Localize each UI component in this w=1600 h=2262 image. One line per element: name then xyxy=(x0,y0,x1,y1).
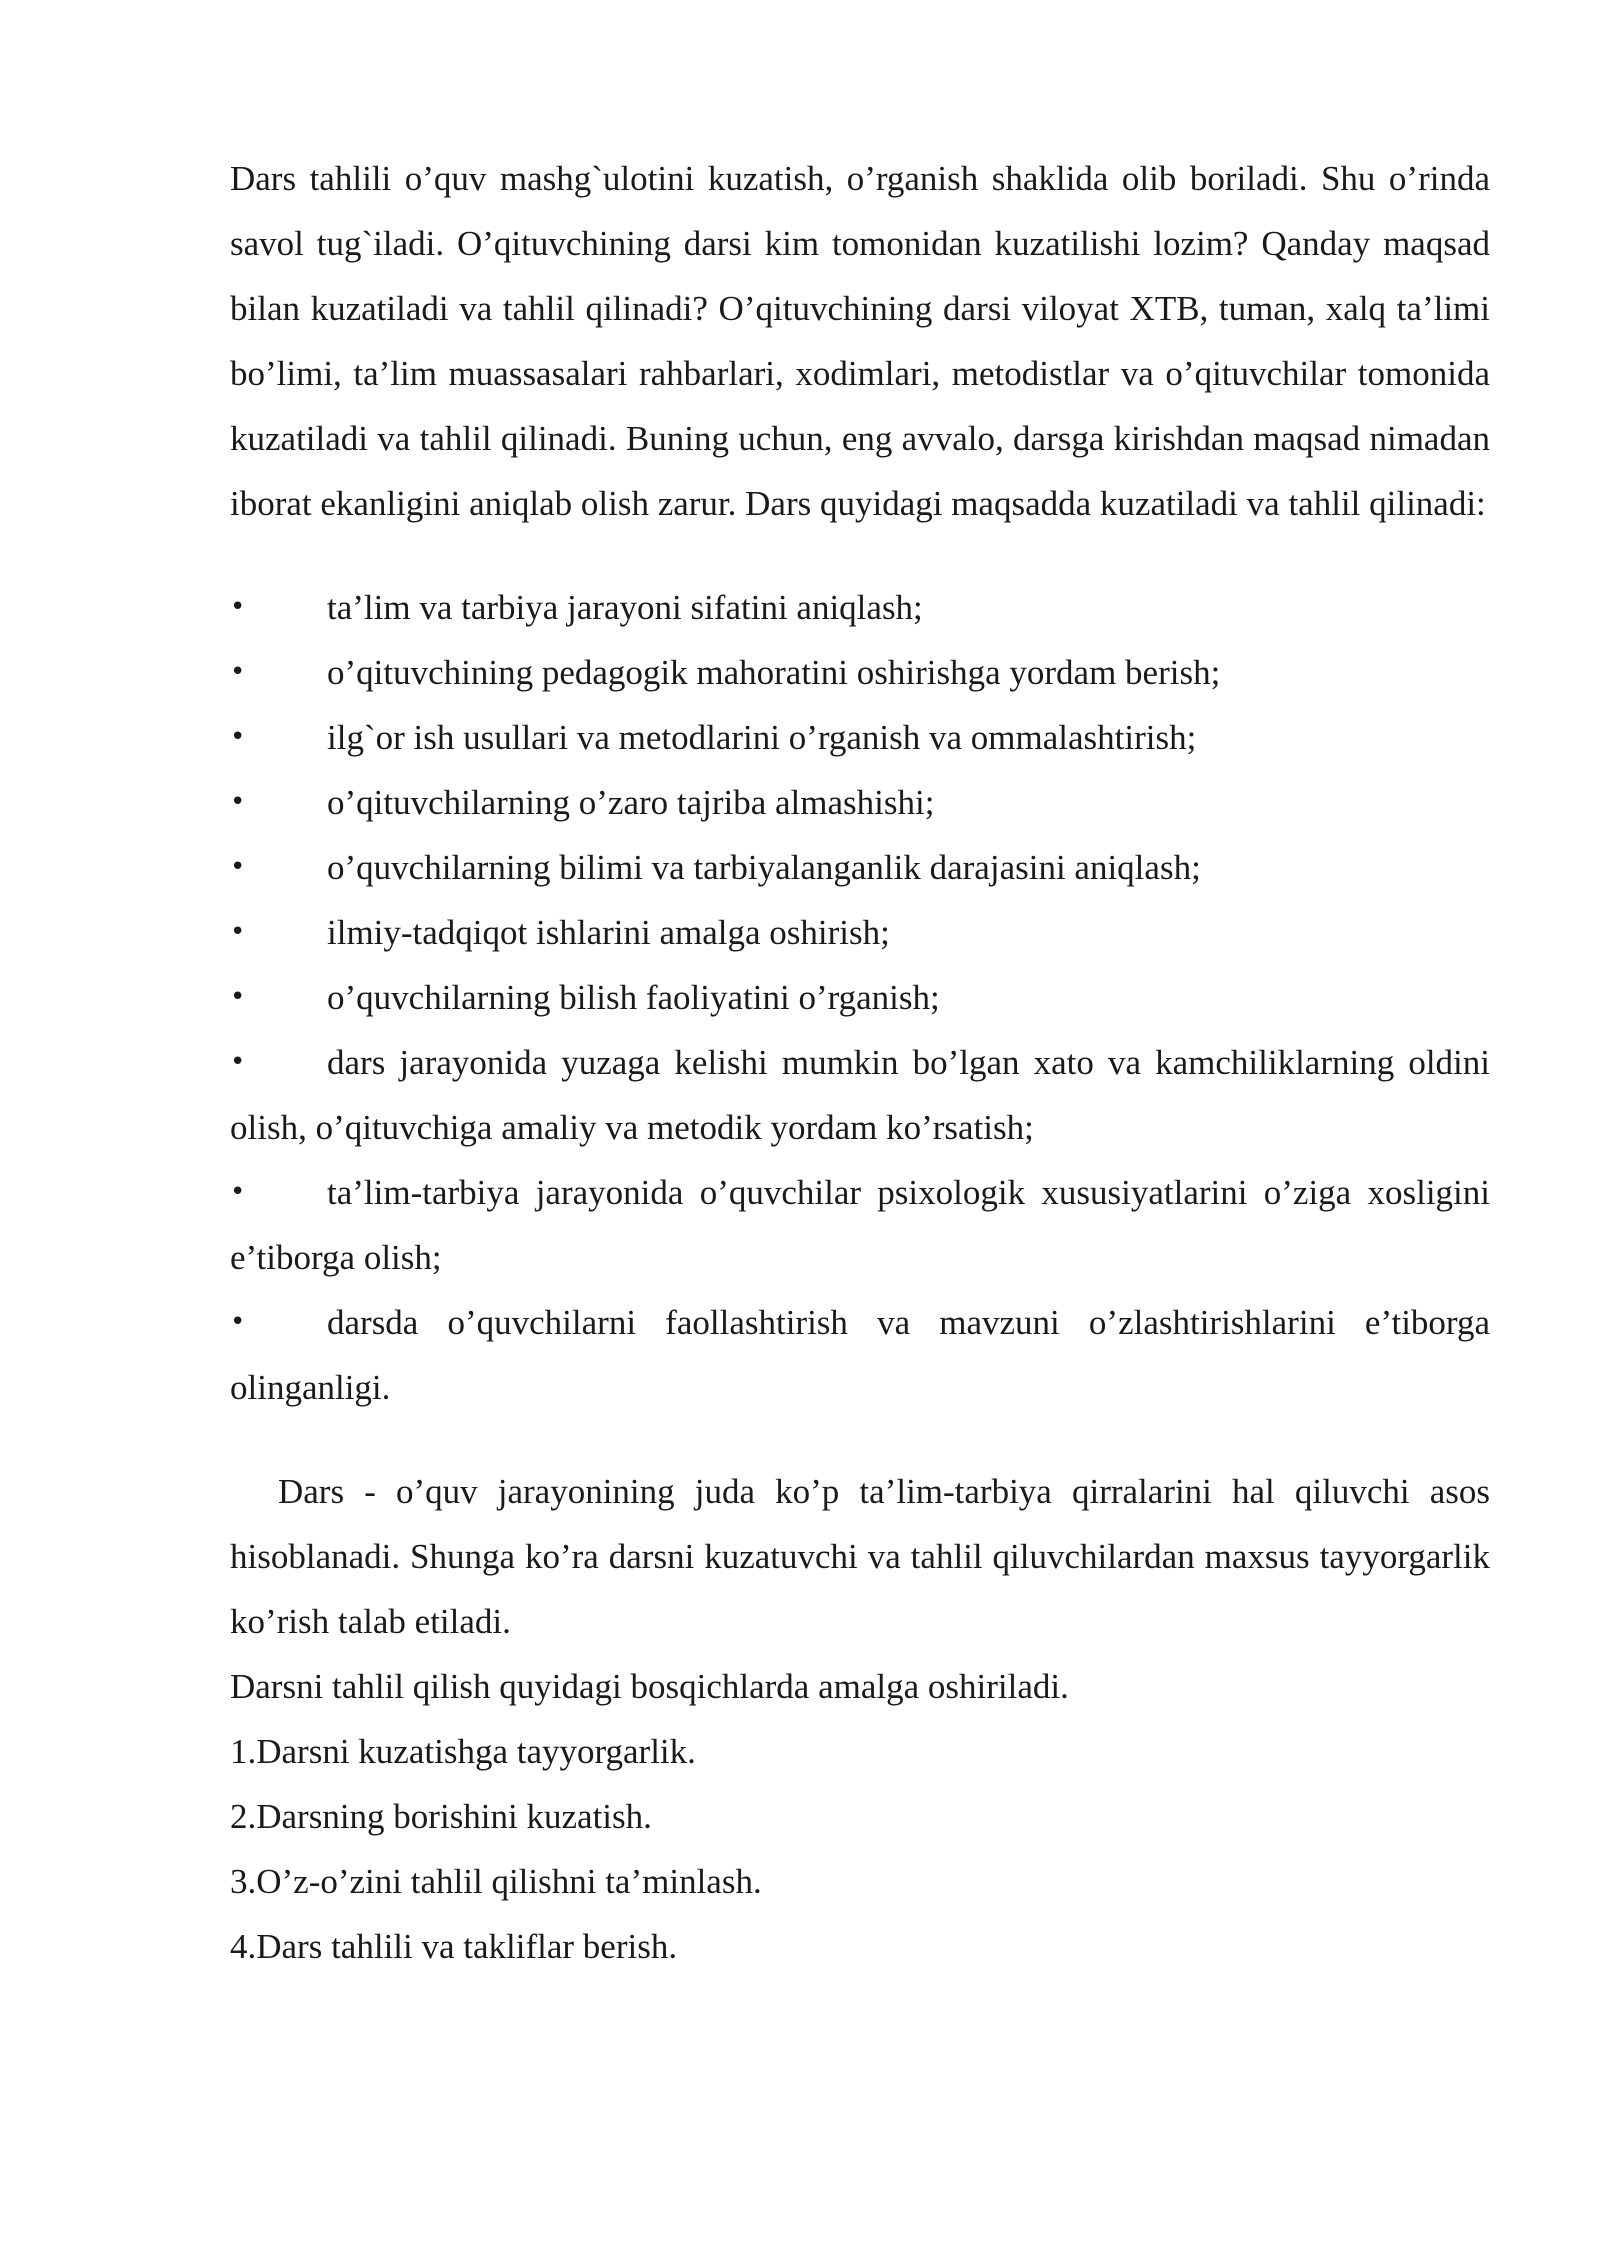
bullet-icon: • xyxy=(230,1307,246,1337)
bullet-icon: • xyxy=(230,722,246,752)
list-item xyxy=(230,770,1490,835)
list-item-text: darsda o’quvchilarni faollashtirish va mavzuni o’zlashtirishlarini e’tiborga olinganligi. xyxy=(230,1303,1490,1407)
bullet-icon: • xyxy=(230,917,246,947)
list-item xyxy=(230,1030,1490,1160)
list-item xyxy=(230,640,1490,705)
bullet-icon: • xyxy=(230,787,246,817)
list-item-text: o’quvchilarning bilish faoliyatini o’rganish; xyxy=(327,978,940,1017)
list-item-text: ta’lim-tarbiya jarayonida o’quvchilar psixologik xususiyatlarini o’ziga xosligini e’tiborga olish; xyxy=(230,1173,1490,1277)
bullet-icon: • xyxy=(230,982,246,1012)
list-item-text: o’qituvchining pedagogik mahoratini oshirishga yordam berish; xyxy=(327,653,1221,692)
bullet-icon: • xyxy=(230,852,246,882)
bullet-icon: • xyxy=(230,592,246,622)
list-item-text: o’qituvchilarning o’zaro tajriba almashishi; xyxy=(327,783,935,822)
list-item xyxy=(230,900,1490,965)
goals-list xyxy=(230,575,1490,1420)
stages-intro: Darsni tahlil qilish quyidagi bosqichlarda amalga oshiriladi. xyxy=(230,1667,1069,1706)
bullet-icon: • xyxy=(230,1177,246,1207)
list-item xyxy=(230,835,1490,900)
intro-paragraph: Dars tahlili o’quv mashg`ulotini kuzatish, o’rganish shaklida olib boriladi. Shu o’rinda savol tug`iladi. O’qituvchining darsi kim tomonidan kuzatilishi lozim? Qanday maqsad bilan kuzatiladi va tahlil qilinadi? O’qituvchining darsi viloyat XTB, tuman, xalq ta’limi bo’limi, ta’lim muassasalari rahbarlari, xodimlari, metodistlar va o’qituvchilar tomonida kuzatiladi va tahlil qilinadi. Buning uchun, eng avvalo, darsga kirishdan maqsad nimadan iborat ekanligini aniqlab olish zarur. Dars quyidagi maqsadda kuzatiladi va tahlil qilinadi: xyxy=(230,159,1490,523)
bullet-icon: • xyxy=(230,1047,246,1077)
list-item xyxy=(230,1160,1490,1290)
list-item xyxy=(230,1290,1490,1420)
bullet-icon: • xyxy=(230,657,246,687)
list-item-text: ilmiy-tadqiqot ishlarini amalga oshirish; xyxy=(327,913,890,952)
list-item-text: ta’lim va tarbiya jarayoni sifatini aniqlash; xyxy=(327,588,923,627)
list-item-text: o’quvchilarning bilimi va tarbiyalanganlik darajasini aniqlash; xyxy=(327,848,1201,887)
list-item-text: ilg`or ish usullari va metodlarini o’rganish va ommalashtirish; xyxy=(327,718,1197,757)
list-item: 4.Dars tahlili va takliflar berish. xyxy=(230,1927,678,1966)
list-item: 2.Darsning borishini kuzatish. xyxy=(230,1797,652,1836)
list-item xyxy=(230,705,1490,770)
list-item-text: dars jarayonida yuzaga kelishi mumkin bo’lgan xato va kamchiliklarning oldini olish, o’qituvchiga amaliy va metodik yordam ko’rsatish; xyxy=(230,1043,1490,1147)
list-item xyxy=(230,965,1490,1030)
list-item: 3.O’z-o’zini tahlil qilishni ta’minlash. xyxy=(230,1862,762,1901)
stages-list xyxy=(230,1719,1490,1979)
body-paragraph: Dars - o’quv jarayonining juda ko’p ta’lim-tarbiya qirralarini hal qiluvchi asos hisoblanadi. Shunga ko’ra darsni kuzatuvchi va tahlil qiluvchilardan maxsus tayyorgarlik ko’rish talab etiladi. xyxy=(230,1472,1490,1641)
document-page xyxy=(230,146,1490,1979)
list-item: 1.Darsni kuzatishga tayyorgarlik. xyxy=(230,1732,696,1771)
list-item xyxy=(230,575,1490,640)
